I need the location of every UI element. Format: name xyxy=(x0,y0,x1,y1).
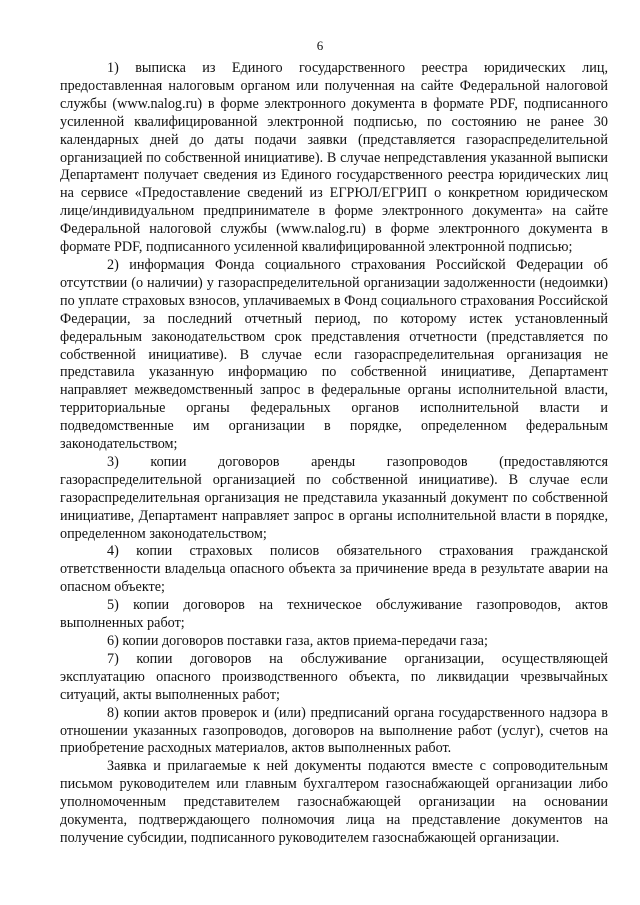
paragraph-item-5: 5) копии договоров на техническое обслуживание газопроводов, актов выполненных работ; xyxy=(60,597,608,632)
paragraph-item-2: 2) информация Фонда социального страхования Российской Федерации об отсутствии (о наличии) у газораспределительной организации задолженности (недоимки) по уплате страховых взносов, уплачиваемых в Фонд социального страхования Российской Федерации, за последний отчетный период, по которому истек установленный федеральным законодательством срок представления отчетности (представляется по собственной инициативе). В случае если газораспределительная организация не представила указанную информацию по собственной инициативе, Департамент направляет межведомственный запрос в федеральные органы исполнительной власти, территориальные органы федеральных органов исполнительной власти и подведомственные им организации в порядке, определенном федеральным законодательством; xyxy=(60,256,608,453)
paragraph-item-1: 1) выписка из Единого государственного реестра юридических лиц, предоставленная налоговым органом или полученная на сайте Федеральной налоговой службы (www.nalog.ru) в форме электронного документа в формате PDF, подписанного усиленной квалифицированной электронной подписью, по состоянию не ранее 30 календарных дней до даты подачи заявки (представляется газораспределительной организацией по собственной инициативе). В случае непредставления указанной выписки Департамент получает сведения из Единого государственного реестра юридических лиц на сервисе «Предоставление сведений из ЕГРЮЛ/ЕГРИП о конкретном юридическом лице/индивидуальном предпринимателе в форме электронного документа» на сайте Федеральной налоговой службы (www.nalog.ru) в форме электронного документа в формате PDF, подписанного усиленной квалифицированной электронной подписью; xyxy=(60,60,608,256)
paragraph-item-4: 4) копии страховых полисов обязательного страхования гражданской ответственности владельца опасного объекта за причинение вреда в результате аварии на опасном объекте; xyxy=(60,543,608,596)
paragraph-item-8: 8) копии актов проверок и (или) предписаний органа государственного надзора в отношении указанных газопроводов, договоров на выполнение работ (услуг), счетов на приобретение расходных материалов, актов выполненных работ. xyxy=(60,704,608,757)
document-body xyxy=(60,60,608,848)
paragraph-item-7: 7) копии договоров на обслуживание организации, осуществляющей эксплуатацию опасного производственного объекта, по ликвидации чрезвычайных ситуаций, акты выполненных работ; xyxy=(60,650,608,703)
page-number: 6 xyxy=(316,38,324,53)
paragraph-item-3: 3) копии договоров аренды газопроводов (предоставляются газораспределительной организацией по собственной инициативе). В случае если газораспределительная организация не представила указанный документ по собственной инициативе, Департамент направляет запрос в органы исполнительной власти в порядке, определенном законодательством; xyxy=(60,453,608,542)
paragraph-closing: Заявка и прилагаемые к ней документы подаются вместе с сопроводительным письмом руководителем или главным бухгалтером газоснабжающей организации либо уполномоченным представителем газоснабжающей организации на основании документа, подтверждающего полномочия лица на представление документов на получение субсидии, подписанного руководителем газоснабжающей организации. xyxy=(60,758,608,846)
paragraph-item-6: 6) копии договоров поставки газа, актов приема-передачи газа; xyxy=(107,633,488,649)
